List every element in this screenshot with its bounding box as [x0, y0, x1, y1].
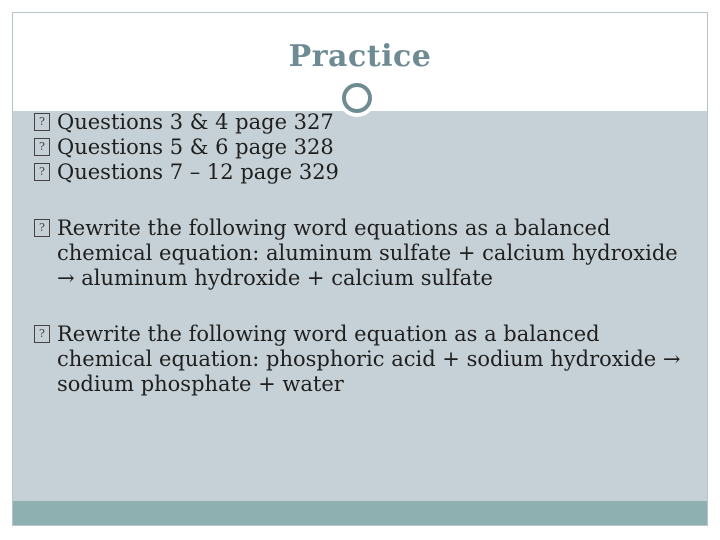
- bullet-text: Rewrite the following word equations as a balanced chemical equation: aluminum sulfate + calcium hydroxide → aluminum hydroxide + calcium sulfate: [57, 216, 678, 290]
- bullet-text: Questions 5 & 6 page 328: [57, 135, 334, 159]
- bullet-marker-icon: ?: [34, 163, 50, 181]
- bullet-list: [34, 110, 694, 397]
- ring-icon: [342, 83, 372, 113]
- slide-title: Practice: [288, 39, 432, 74]
- bullet-text: Rewrite the following word equation as a balanced chemical equation: phosphoric acid + sodium hydroxide → sodium phosphate + water: [57, 322, 681, 396]
- bullet-item: [34, 322, 694, 397]
- bullet-marker-icon: ?: [34, 113, 50, 131]
- bullet-text: Questions 3 & 4 page 327: [57, 110, 334, 134]
- bullet-text: Questions 7 – 12 page 329: [57, 160, 339, 184]
- bullet-marker-icon: ?: [34, 219, 50, 237]
- bullet-item: [34, 160, 694, 185]
- footer-bar: [13, 501, 707, 525]
- bullet-item: [34, 135, 694, 160]
- bullet-marker-icon: ?: [34, 138, 50, 156]
- bullet-item: [34, 216, 694, 291]
- bullet-marker-icon: ?: [34, 325, 50, 343]
